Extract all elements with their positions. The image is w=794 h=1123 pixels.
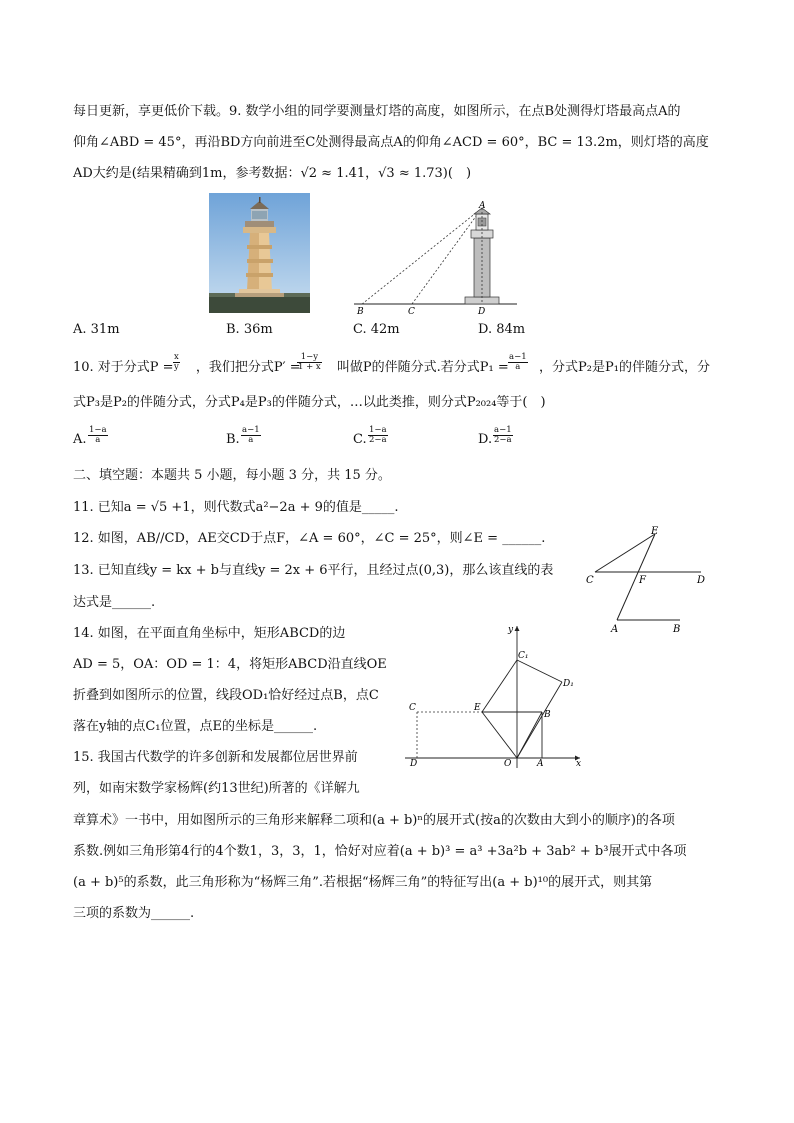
q14-diagram	[400, 620, 590, 770]
q10-mid1: ，我们把分式P′ =	[195, 360, 301, 375]
label-d: D	[478, 307, 486, 317]
q14-line-2: AD = 5，OA：OD = 1：4，将矩形ABCD沿直线OE	[73, 657, 387, 672]
label-a: A	[479, 201, 486, 211]
q10-option-b-frac: $\frac{a-1}{a}$	[242, 425, 260, 445]
q9-diagram	[352, 198, 522, 318]
svg-text:A: A	[611, 624, 619, 635]
q10-option-b[interactable]: B.	[226, 432, 240, 447]
svg-text:B: B	[673, 624, 681, 635]
q9-line-3: AD大约是(结果精确到1m，参考数据：√2 ≈ 1.41，√3 ≈ 1.73)( )	[73, 166, 472, 181]
q10-option-c-frac: $\frac{1-a}{2-a}$	[369, 425, 387, 445]
q10-frac-pp: $\frac{1-y}{1 + x}$	[298, 352, 321, 372]
q11: 11. 已知a = √5 +1，则代数式a²−2a + 9的值是_____.	[73, 500, 399, 515]
q10-frac-p: $\frac{x}{y}$	[174, 352, 179, 372]
q9-option-c[interactable]: C. 42m	[353, 322, 400, 337]
svg-text:E: E	[474, 703, 481, 713]
q10-pre: 10. 对于分式P =	[73, 360, 174, 375]
q9-option-d[interactable]: D. 84m	[478, 322, 526, 337]
q14-line-1: 14. 如图，在平面直角坐标中，矩形ABCD的边	[73, 626, 346, 641]
q13-line-1: 13. 已知直线y = kx + b与直线y = 2x + 6平行，且经过点(0,3)，那么该直线的表	[73, 563, 554, 578]
svg-text:C₁: C₁	[518, 651, 529, 661]
q15-line-2: 列，如南宋数学家杨辉(约13世纪)所著的《详解九	[73, 781, 360, 796]
q9-line-2: 仰角∠ABD = 45°，再沿BD方向前进至C处测得最高点A的仰角∠ACD = 60°，BC = 13.2m，则灯塔的高度	[73, 135, 709, 150]
q15-line-4: 系数.例如三角形第4行的4个数1，3，3，1，恰好对应着(a + b)³ = a³ +3a²b + 3ab² + b³展开式中各项	[73, 844, 687, 859]
q12: 12. 如图，AB//CD，AE交CD于点F，∠A = 60°，∠C = 25°，则∠E = ______.	[73, 531, 546, 546]
svg-text:D₁: D₁	[563, 679, 574, 689]
q9-option-b[interactable]: B. 36m	[226, 322, 273, 337]
svg-text:E: E	[651, 526, 659, 537]
svg-text:C: C	[586, 575, 594, 586]
lighthouse-photo	[209, 193, 310, 313]
q10-option-d-frac: $\frac{a-1}{2-a}$	[494, 425, 512, 445]
svg-text:O: O	[504, 759, 512, 769]
svg-text:B: B	[544, 710, 551, 720]
svg-text:F: F	[639, 575, 646, 586]
q10-line-2: 式P₃是P₂的伴随分式，分式P₄是P₃的伴随分式，…以此类推，则分式P₂₀₂₄等于( )	[73, 395, 546, 410]
label-b: B	[357, 307, 364, 317]
svg-text:D: D	[697, 575, 706, 586]
q12-diagram	[585, 523, 715, 638]
q10-option-a[interactable]: A.	[73, 432, 87, 447]
q10-mid2: 叫做P的伴随分式.若分式P₁ =	[336, 360, 509, 375]
label-c: C	[408, 307, 415, 317]
q15-line-1: 15. 我国古代数学的许多创新和发展都位居世界前	[73, 750, 358, 765]
q9-option-a[interactable]: A. 31m	[73, 322, 120, 337]
svg-text:x: x	[576, 759, 582, 769]
q14-line-4: 落在y轴的点C₁位置，点E的坐标是______.	[73, 719, 318, 734]
svg-text:A: A	[537, 759, 544, 769]
q10-frac-p1: $\frac{a-1}{a}$	[509, 352, 527, 372]
q10-line-1	[73, 359, 710, 377]
svg-text:C: C	[409, 703, 416, 713]
q15-line-3: 章算术》一书中，用如图所示的三角形来解释二项和(a + b)ⁿ的展开式(按a的次数由大到小的顺序)的各项	[73, 813, 675, 828]
q15-line-5: (a + b)⁵的系数，此三角形称为“杨辉三角”.若根据“杨辉三角”的特征写出(a + b)¹⁰的展开式，则其第	[73, 875, 653, 890]
q10-option-c[interactable]: C.	[353, 432, 367, 447]
section-heading: 二、填空题：本题共 5 小题，每小题 3 分，共 15 分。	[73, 468, 391, 483]
q10-option-d[interactable]: D.	[478, 432, 493, 447]
svg-text:D: D	[410, 759, 418, 769]
svg-text:y: y	[508, 625, 514, 635]
q13-line-2: 达式是______.	[73, 595, 156, 610]
q9-line-1: 每日更新，享更低价下载。9. 数学小组的同学要测量灯塔的高度，如图所示，在点B处测得灯塔最高点A的	[73, 104, 681, 119]
q15-line-6: 三项的系数为______.	[73, 906, 195, 921]
q10-tail: ，分式P₂是P₁的伴随分式，分	[539, 360, 710, 375]
q14-line-3: 折叠到如图所示的位置，线段OD₁恰好经过点B，点C	[73, 688, 379, 703]
q10-option-a-frac: $\frac{1-a}{a}$	[89, 425, 107, 445]
